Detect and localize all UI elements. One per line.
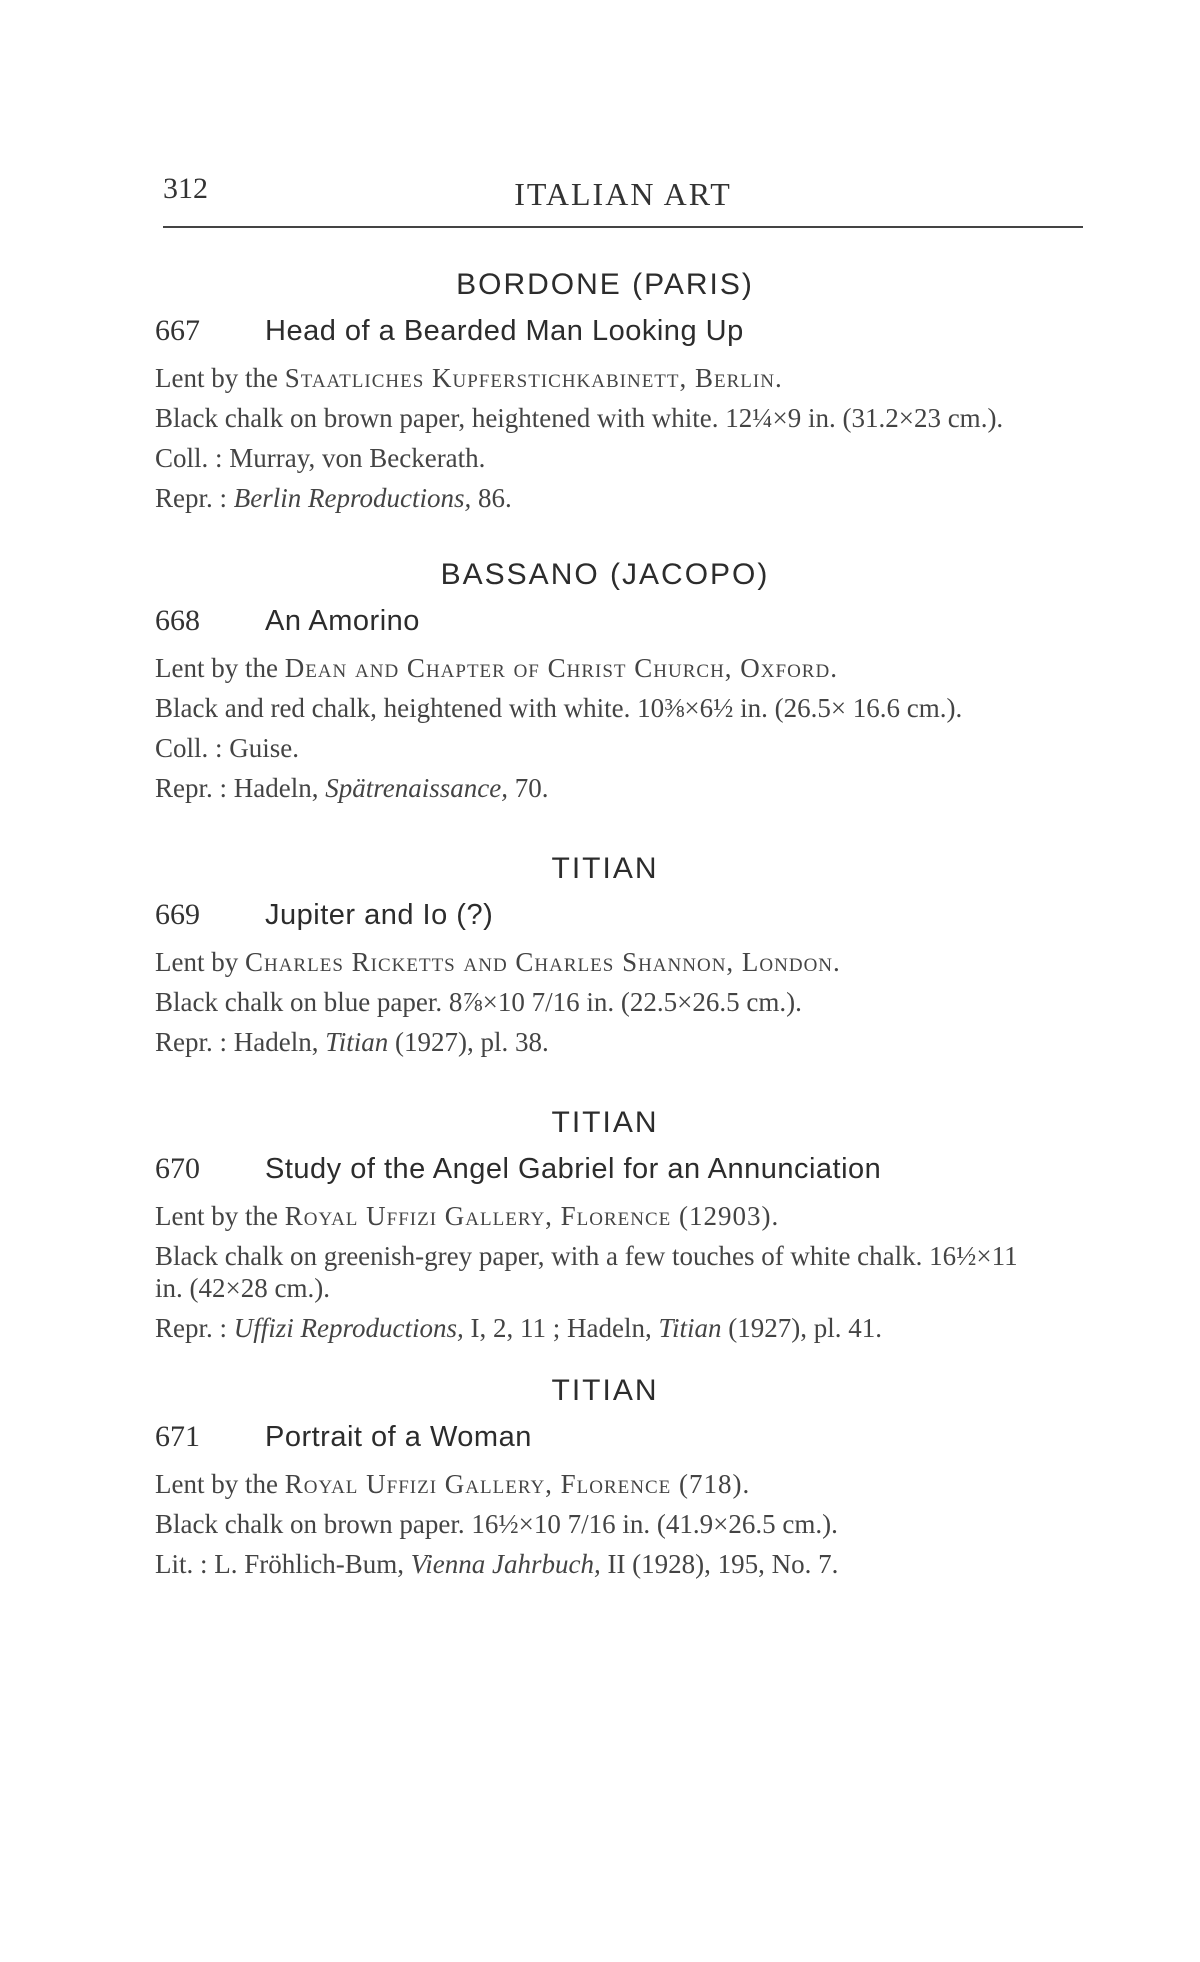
artist-name: TITIAN [551, 852, 659, 885]
lender-name: Dean and Chapter of Christ Church, Oxford. [284, 653, 838, 683]
lender-name: Royal Uffizi Gallery, Florence (718). [284, 1469, 751, 1499]
entry-title: Jupiter and Io (?) [265, 899, 494, 931]
lent-prefix: Lent by [155, 947, 239, 977]
repr-title: Spätrenaissance, [325, 773, 508, 803]
artist-name: TITIAN [551, 1106, 659, 1139]
catalogue-body [125, 268, 1085, 1620]
entry-heading [125, 898, 1085, 932]
reproduction-line [155, 772, 1085, 804]
catalogue-entry-668 [125, 558, 1085, 804]
lender-line [155, 652, 1085, 684]
literature-line [155, 1548, 1085, 1580]
entry-title: Portrait of a Woman [265, 1421, 532, 1453]
entry-title: An Amorino [265, 605, 420, 637]
lent-prefix: Lent by the [155, 1201, 278, 1231]
entry-title: Study of the Angel Gabriel for an Annunciation [265, 1153, 882, 1185]
entry-number: 670 [155, 1152, 200, 1185]
repr-suffix: (1927), pl. 41. [728, 1313, 882, 1343]
lender-name: Royal Uffizi Gallery, Florence (12903). [284, 1201, 780, 1231]
medium-line: Black chalk on brown paper, heightened with white. 12¼×9 in. (31.2×23 cm.). [155, 403, 1004, 433]
medium-line: Black chalk on blue paper. 8⅞×10 7/16 in. (22.5×26.5 cm.). [155, 987, 802, 1017]
repr-title: Uffizi Reproductions, [233, 1313, 464, 1343]
collection-line: Coll. : Murray, von Beckerath. [155, 443, 486, 473]
header-rule [163, 226, 1083, 228]
entry-number: 668 [155, 604, 200, 637]
reproduction-line [155, 482, 1085, 514]
artist-name: BORDONE (PARIS) [456, 268, 754, 301]
lender-line [155, 1200, 1085, 1232]
repr-title-2: Titian [658, 1313, 722, 1343]
lender-name: Staatliches Kupferstichkabinett, Berlin. [284, 363, 783, 393]
entry-number: 667 [155, 314, 200, 347]
lender-line [155, 1468, 1085, 1500]
catalogue-entry-670 [125, 1106, 1085, 1344]
page-header [163, 168, 1083, 228]
repr-suffix: 86. [477, 483, 512, 513]
running-title: ITALIAN ART [514, 176, 732, 212]
page-number: 312 [163, 172, 208, 205]
lit-prefix: Lit. : L. Fröhlich-Bum, [155, 1549, 404, 1579]
repr-prefix: Repr. : [155, 483, 227, 513]
entry-heading [125, 1420, 1085, 1454]
lent-prefix: Lent by the [155, 1469, 278, 1499]
catalogue-entry-669 [125, 852, 1085, 1058]
artist-name: TITIAN [551, 1374, 659, 1407]
entry-number: 671 [155, 1420, 200, 1453]
collection-line: Coll. : Guise. [155, 733, 300, 763]
medium-line: Black chalk on brown paper. 16½×10 7/16 in. (41.9×26.5 cm.). [155, 1509, 838, 1539]
lent-prefix: Lent by the [155, 363, 278, 393]
artist-name: BASSANO (JACOPO) [440, 558, 770, 591]
entry-heading [125, 1152, 1085, 1186]
catalogue-entry-667 [125, 268, 1085, 514]
medium-line: Black and red chalk, heightened with white. 10⅜×6½ in. (26.5× 16.6 cm.). [155, 693, 963, 723]
entry-number: 669 [155, 898, 200, 931]
repr-prefix: Repr. : Hadeln, [155, 773, 319, 803]
reproduction-line [155, 1026, 1085, 1058]
lent-prefix: Lent by the [155, 653, 278, 683]
lit-suffix: II (1928), 195, No. 7. [607, 1549, 839, 1579]
entry-heading [125, 604, 1085, 638]
reproduction-line [155, 1312, 1085, 1344]
repr-middle: I, 2, 11 ; Hadeln, [470, 1313, 652, 1343]
repr-prefix: Repr. : [155, 1313, 227, 1343]
repr-title: Titian [325, 1027, 389, 1057]
lender-line [155, 362, 1085, 394]
repr-suffix: 70. [514, 773, 549, 803]
lender-line [155, 946, 1085, 978]
medium-line: Black chalk on greenish-grey paper, with a few touches of white chalk. 16½×11 in. (42×28 cm.). [155, 1241, 1018, 1303]
entry-heading [125, 314, 1085, 348]
catalogue-entry-671 [125, 1374, 1085, 1580]
repr-suffix: (1927), pl. 38. [395, 1027, 549, 1057]
lit-title: Vienna Jahrbuch, [410, 1549, 601, 1579]
repr-prefix: Repr. : Hadeln, [155, 1027, 319, 1057]
repr-title: Berlin Reproductions, [233, 483, 472, 513]
lender-name: Charles Ricketts and Charles Shannon, London. [244, 947, 841, 977]
entry-title: Head of a Bearded Man Looking Up [265, 315, 744, 347]
